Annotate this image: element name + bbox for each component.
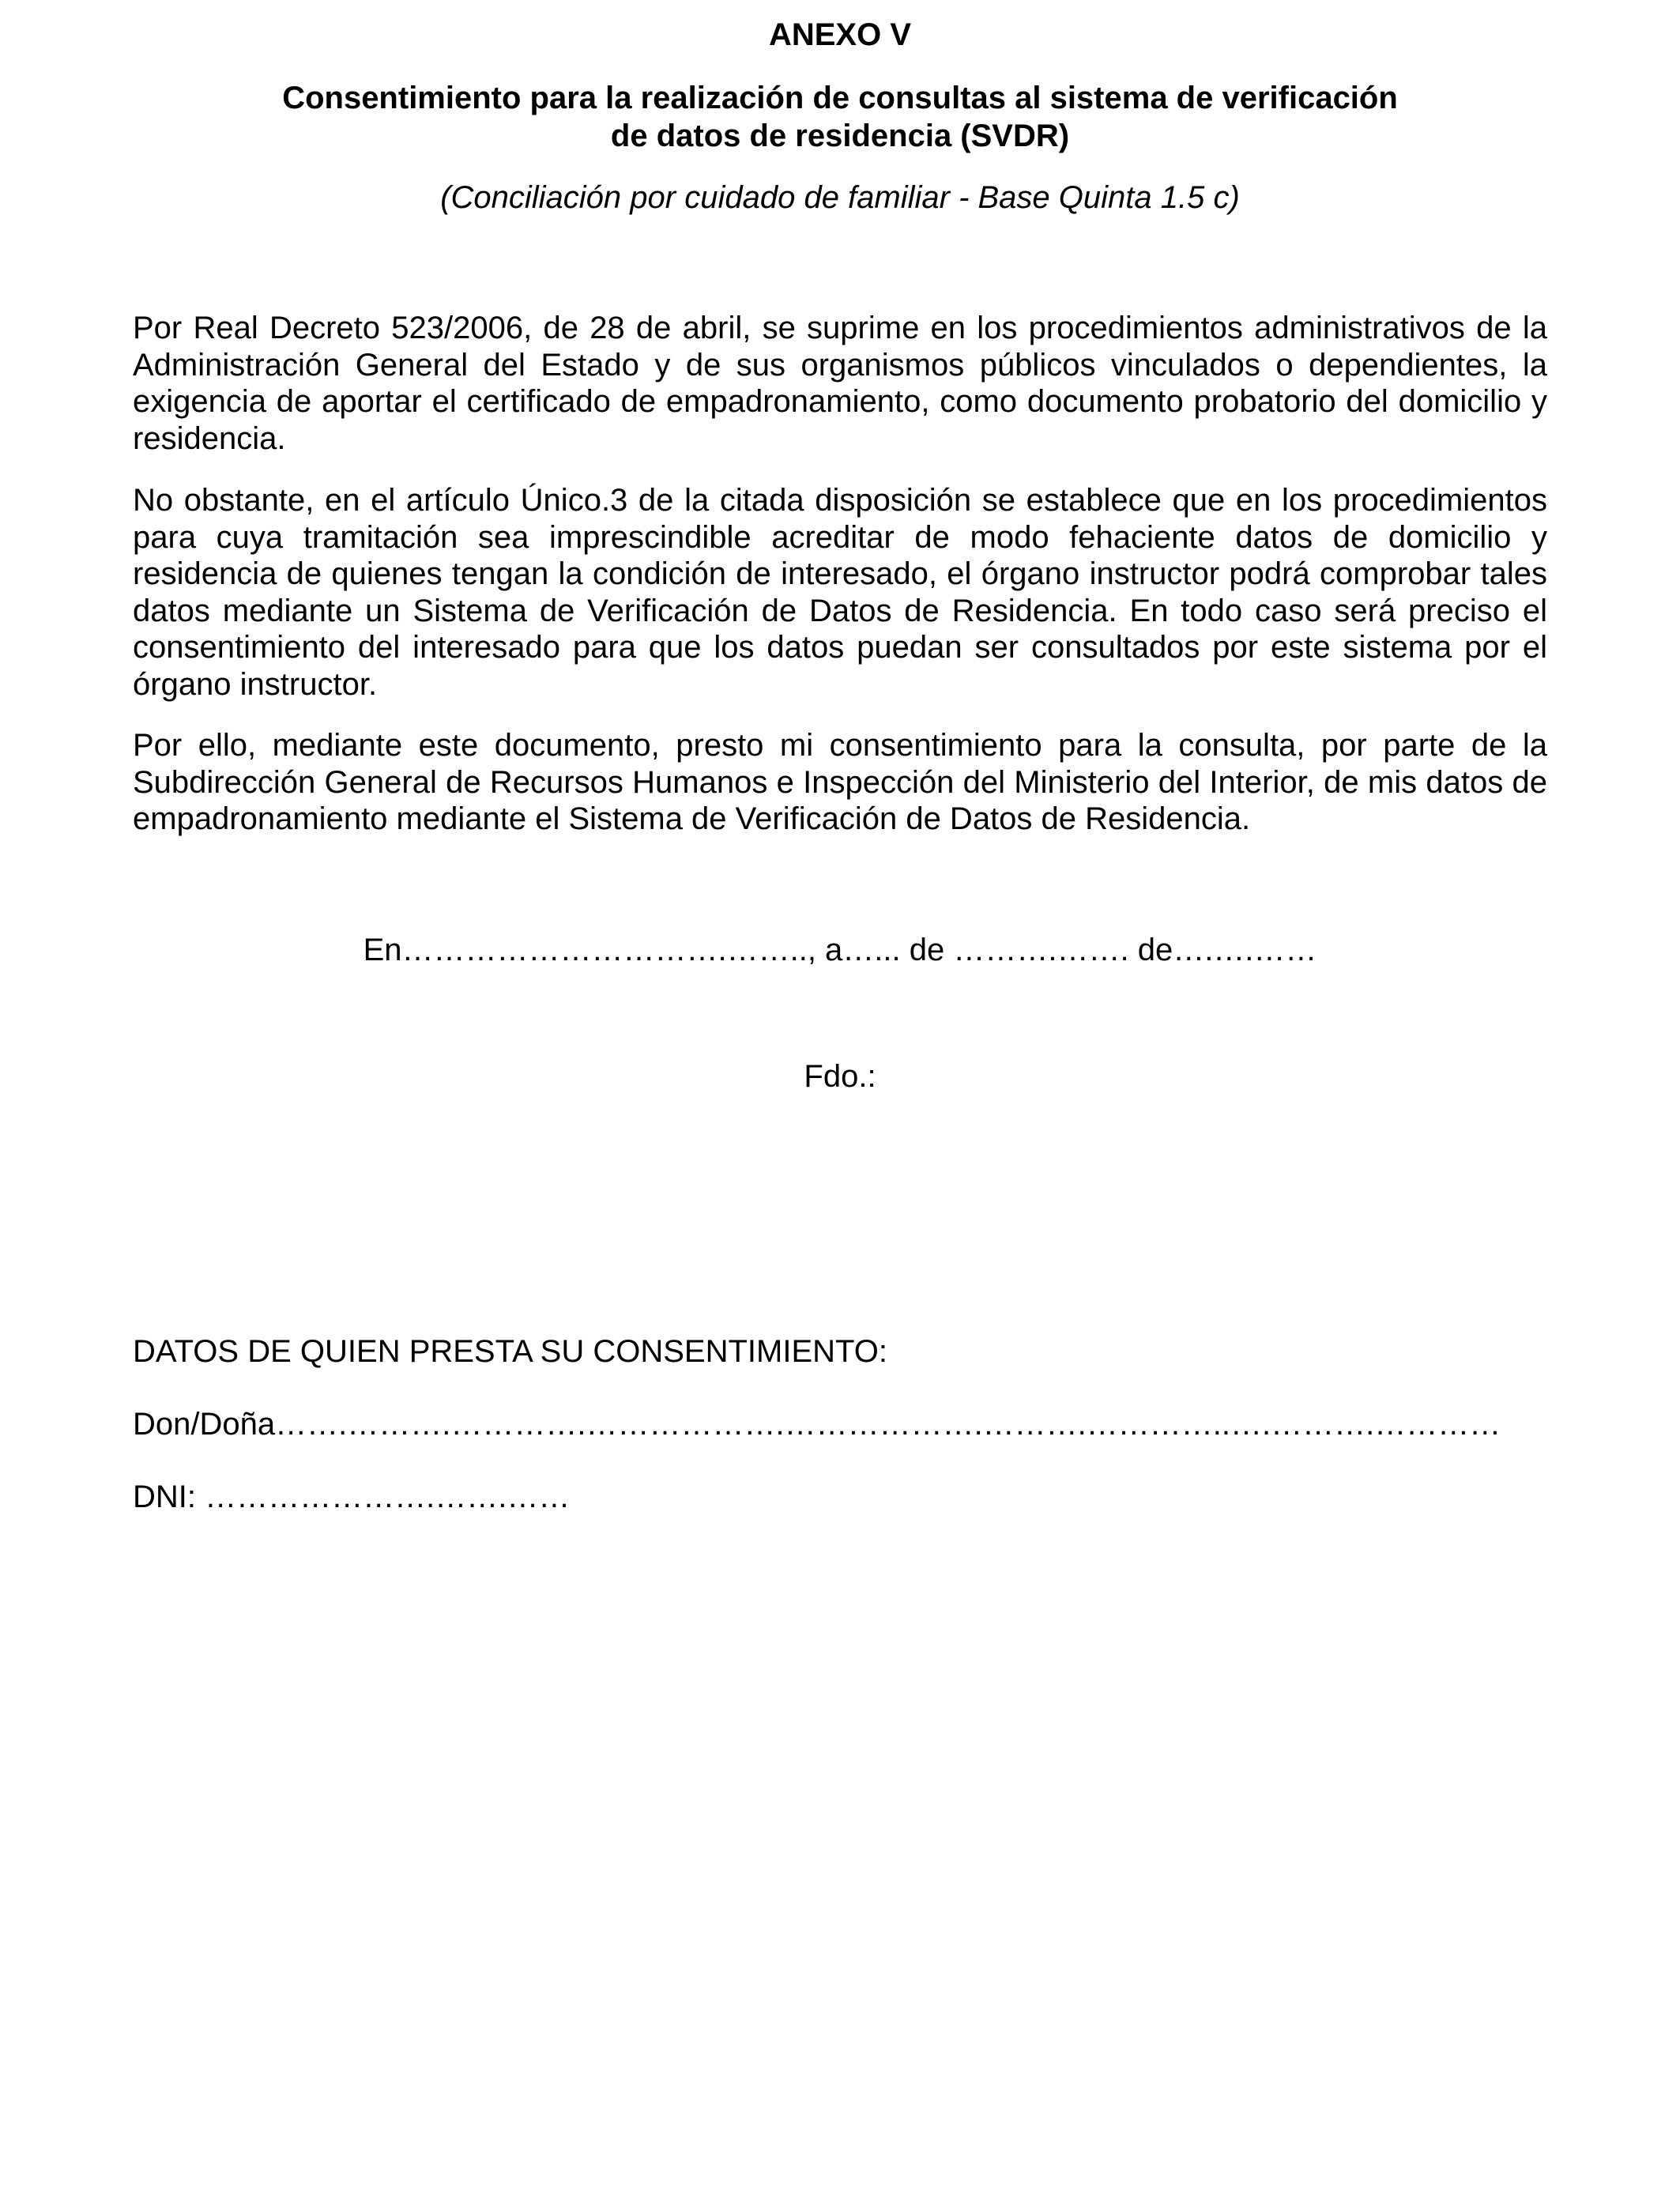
signature-label: Fdo.: [804, 1059, 876, 1094]
consenter-data-heading: DATOS DE QUIEN PRESTA SU CONSENTIMIENTO: [133, 1334, 887, 1369]
name-field-line: Don/Doña…….……….………….……………….……………….……….…………..….……….………… [133, 1407, 1501, 1442]
place-date-line: En………………………….…….., a…... de ……….……. de….….…… [363, 933, 1317, 967]
paragraph-verification-system: No obstante, en el artículo Único.3 de la citada disposición se establece que en los procedimientos para cuya tramitación sea imprescindible acreditar de modo fehaciente datos de domicilio y residencia de quienes tengan la condición de interesado, el órgano instructor podrá comprobar tales datos mediante un Sistema de Verificación de Datos de Residencia. En todo caso será preciso el consentimiento del interesado para que los datos puedan ser consultados por este sistema por el órgano instructor. [133, 483, 1547, 702]
annex-title: ANEXO V [768, 17, 912, 52]
paragraph-legal-basis: Por Real Decreto 523/2006, de 28 de abril, se suprime en los procedimientos administrativos de la Administración General del Estado y de sus organismos públicos vinculados o dependientes, la exigencia de aportar el certificado de empadronamiento, como documento probatorio del domicilio y residencia. [133, 311, 1547, 456]
document-title [0, 79, 1680, 155]
document-subtitle: (Conciliación por cuidado de familiar - Base Quinta 1.5 c) [440, 180, 1240, 215]
dni-field-line: DNI: ………………….…….…… [133, 1480, 571, 1514]
document-title-line-1: Consentimiento para la realización de consultas al sistema de verificación [282, 81, 1398, 115]
document-title-line-2: de datos de residencia (SVDR) [610, 119, 1070, 153]
paragraph-consent-statement: Por ello, mediante este documento, presto mi consentimiento para la consulta, por parte de la Subdirección General de Recursos Humanos e Inspección del Ministerio del Interior, de mis datos de empadronamiento mediante el Sistema de Verificación de Datos de Residencia. [133, 728, 1547, 836]
